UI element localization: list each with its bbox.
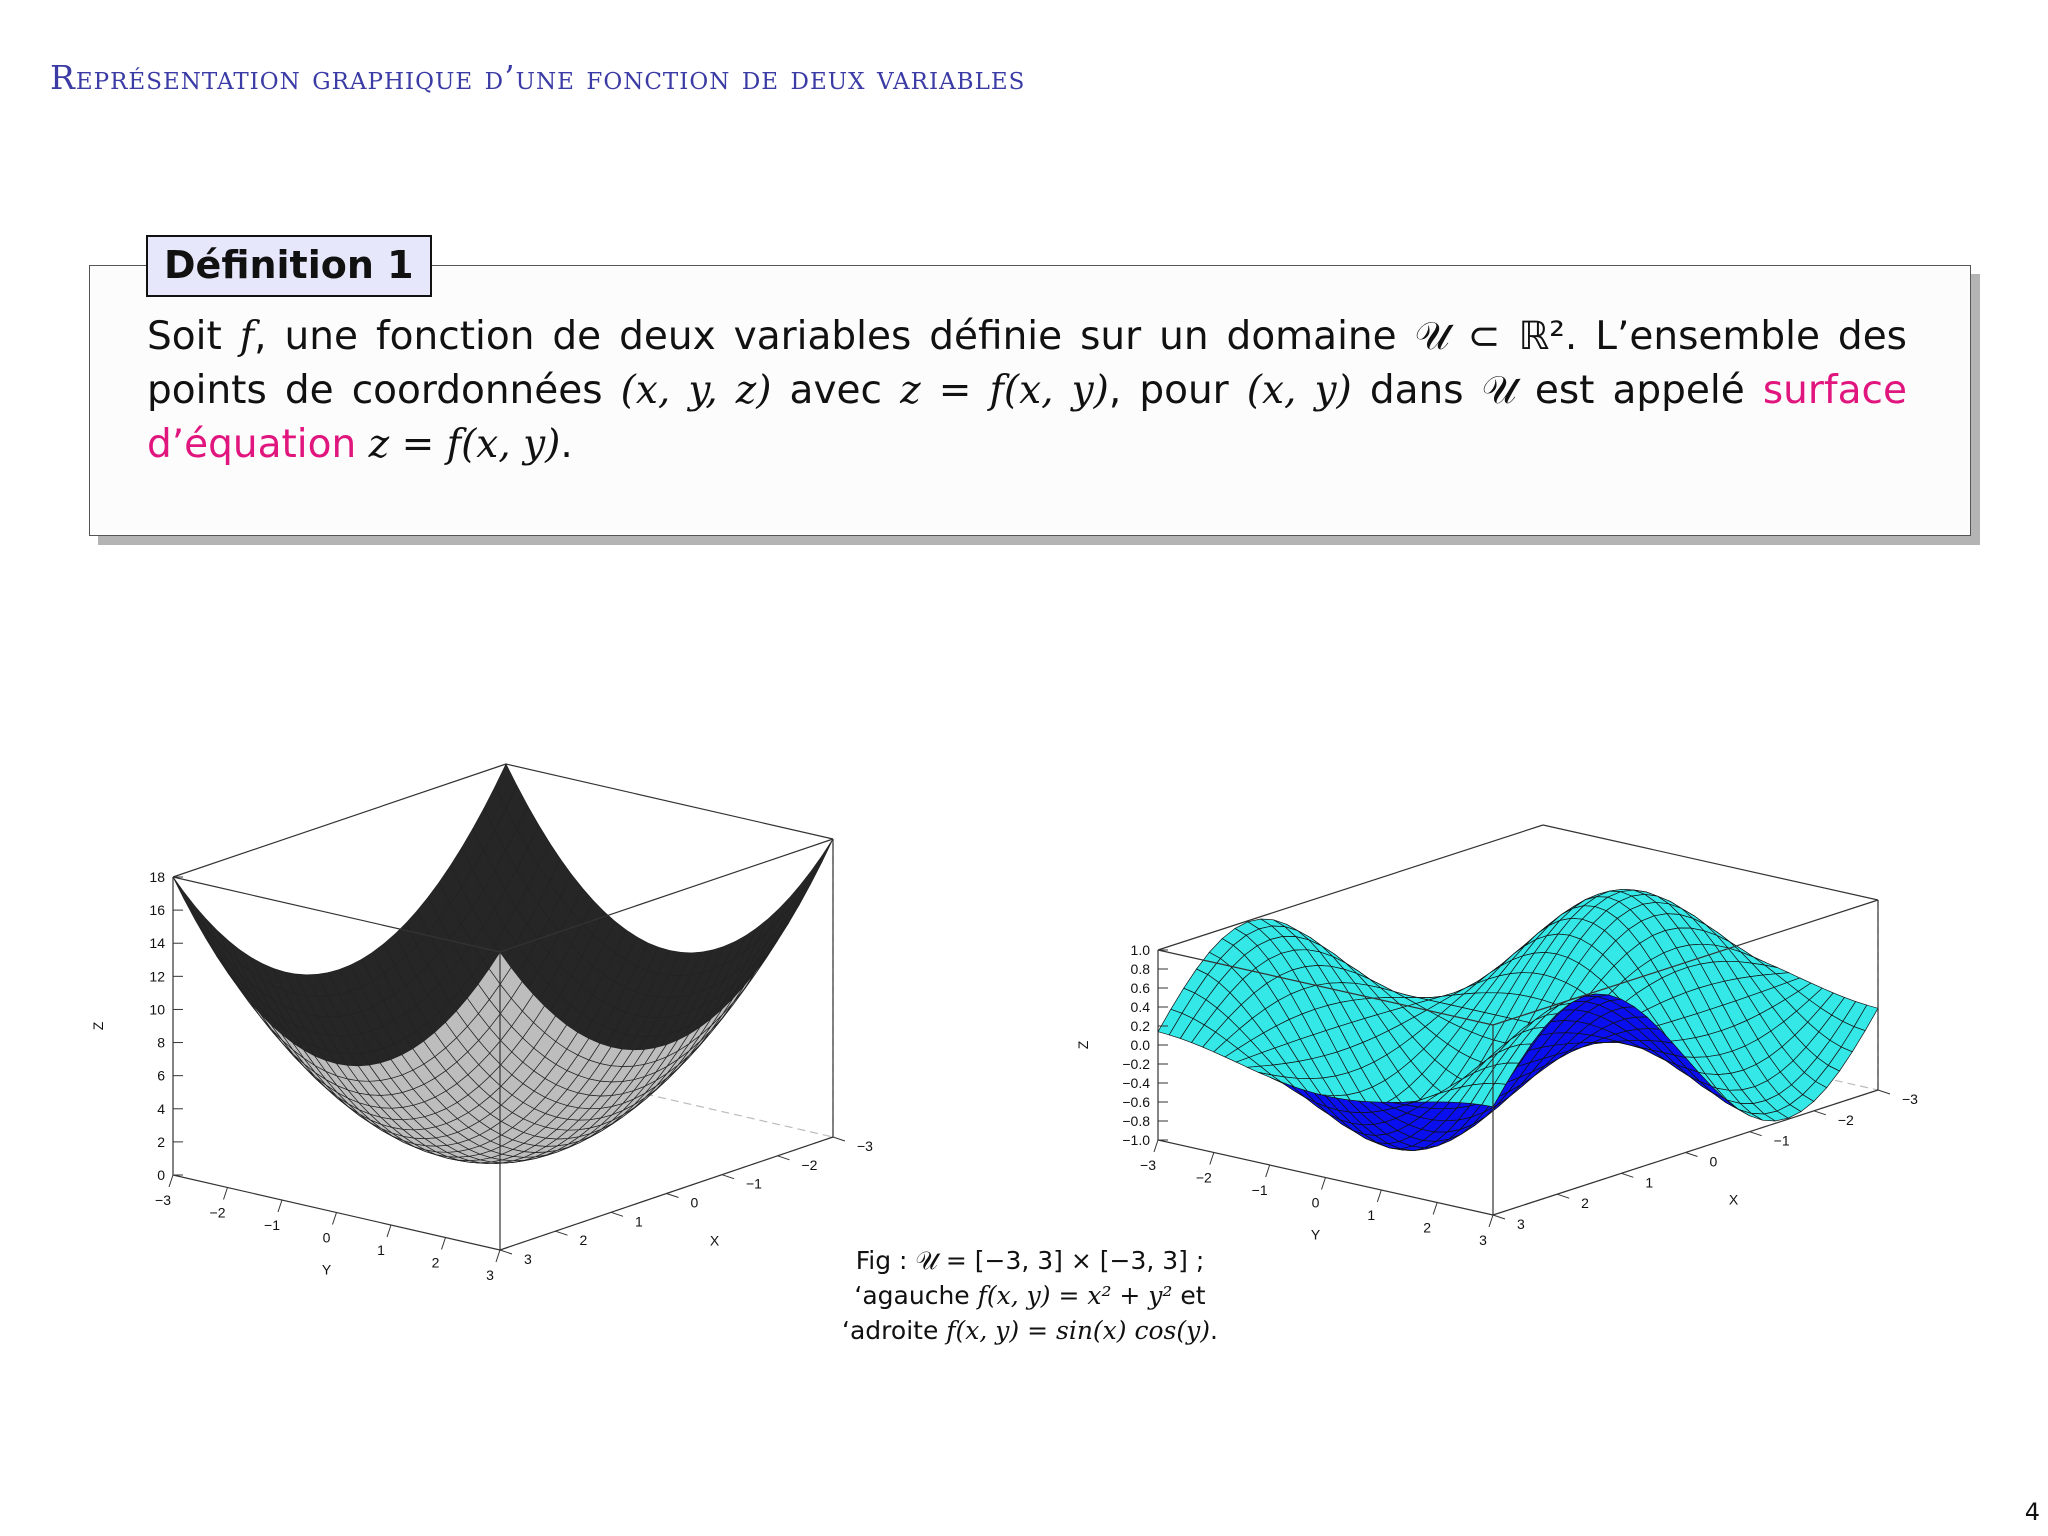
caption-line-3: ‘adroite f(x, y) = sin(x) cos(y).: [842, 1316, 1218, 1345]
z-tick-label: 0.6: [1130, 980, 1150, 996]
x-tick-label: 3: [1517, 1216, 1525, 1232]
y-tick-mark: [1489, 1215, 1493, 1227]
y-tick-label: 3: [486, 1267, 494, 1283]
cube-top-edge: [506, 764, 833, 839]
y-tick-mark: [1377, 1190, 1381, 1202]
z-tick-label: 1.0: [1130, 942, 1150, 958]
x-tick-label: 1: [635, 1213, 643, 1230]
x-tick-label: −3: [857, 1138, 873, 1154]
x-tick-label: −3: [1902, 1091, 1918, 1107]
y-tick-mark: [169, 1175, 173, 1187]
z-tick-label: −1.0: [1122, 1132, 1150, 1148]
surface-mesh: [1158, 889, 1878, 1150]
y-tick-label: −3: [1140, 1157, 1156, 1173]
z-tick-label: −0.8: [1122, 1113, 1150, 1129]
figure-caption: [800, 1243, 1260, 1348]
caption-line-2: ‘agauche f(x, y) = x² + y² et: [854, 1281, 1206, 1310]
x-axis-label: X: [709, 1232, 720, 1249]
x-tick-label: −2: [1837, 1111, 1854, 1128]
surface-patch: [184, 892, 206, 928]
z-tick-label: 6: [157, 1067, 165, 1084]
y-tick-mark: [442, 1238, 446, 1250]
z-tick-label: −0.6: [1122, 1094, 1150, 1110]
y-tick-mark: [387, 1225, 391, 1237]
cube-top-edge: [1158, 825, 1543, 950]
z-axis-label: Z: [1075, 1040, 1091, 1050]
y-tick-mark: [1322, 1178, 1326, 1190]
page-number: 4: [2024, 1498, 2040, 1526]
x-tick-label: 3: [524, 1251, 532, 1267]
z-tick-label: 0: [157, 1167, 165, 1183]
z-tick-label: 0.0: [1130, 1037, 1150, 1053]
x-tick-mark: [500, 1250, 512, 1254]
definition-tag: Définition 1: [146, 235, 432, 297]
y-axis-label: Y: [321, 1261, 332, 1278]
surface-patch: [173, 877, 195, 914]
sincos-surface-plot: [1040, 720, 1918, 1280]
x-tick-label: 2: [1581, 1195, 1589, 1212]
surface-mesh: [173, 764, 833, 1164]
x-tick-label: −1: [1773, 1132, 1790, 1149]
x-tick-label: 0: [1709, 1153, 1718, 1170]
z-tick-label: 8: [157, 1034, 165, 1051]
y-tick-label: −1: [264, 1217, 280, 1233]
z-tick-label: 0.4: [1130, 999, 1150, 1015]
x-tick-label: 2: [579, 1232, 588, 1249]
y-axis-label: Y: [1310, 1226, 1321, 1243]
x-tick-mark: [1686, 1153, 1698, 1157]
z-tick-label: 10: [149, 1001, 165, 1018]
z-axis-label: Z: [90, 1021, 106, 1031]
y-tick-mark: [1154, 1140, 1158, 1152]
y-tick-label: 2: [1423, 1219, 1432, 1236]
y-tick-label: −2: [1195, 1169, 1212, 1186]
x-tick-label: 1: [1645, 1174, 1654, 1191]
y-tick-label: 2: [431, 1254, 440, 1271]
x-tick-mark: [1557, 1194, 1569, 1198]
x-axis-label: X: [1728, 1191, 1739, 1208]
definition-text: Soit f, une fonction de deux variables définie sur un domaine 𝒰 ⊂ ℝ². L’ensemble des points de coordonnées (x, y, z) avec z = f(x, y), pour (x, y) dans 𝒰 est appelé surface d’équation z = f(x, y).: [147, 314, 1908, 467]
surface-patch: [800, 856, 822, 894]
x-tick-mark: [667, 1194, 679, 1198]
x-tick-mark: [1814, 1111, 1826, 1115]
x-tick-mark: [1493, 1215, 1505, 1219]
x-tick-mark: [833, 1137, 845, 1141]
y-tick-label: 0: [1311, 1194, 1320, 1211]
x-tick-mark: [1878, 1090, 1890, 1094]
x-tick-mark: [556, 1231, 568, 1235]
y-tick-label: −1: [1251, 1182, 1268, 1198]
y-tick-mark: [1266, 1165, 1270, 1177]
y-tick-mark: [496, 1250, 500, 1262]
x-tick-mark: [611, 1212, 623, 1216]
y-tick-mark: [1433, 1203, 1437, 1215]
y-tick-label: 0: [322, 1229, 331, 1246]
y-tick-label: 1: [1367, 1207, 1376, 1223]
x-tick-mark: [1750, 1132, 1762, 1136]
frame-title: Représentation graphique d’une fonction de deux variables: [50, 58, 1026, 97]
y-tick-label: −3: [155, 1192, 171, 1208]
z-tick-label: 18: [149, 869, 165, 885]
cube-top-edge: [1543, 825, 1878, 900]
y-tick-label: 3: [1479, 1232, 1487, 1248]
y-tick-mark: [1210, 1153, 1214, 1165]
z-tick-label: −0.4: [1122, 1075, 1150, 1091]
z-tick-label: 0.2: [1130, 1018, 1150, 1034]
x-tick-mark: [722, 1175, 734, 1179]
x-tick-label: −2: [801, 1156, 818, 1173]
caption-line-1: Fig : 𝒰 = [−3, 3] × [−3, 3] ;: [855, 1246, 1205, 1275]
z-tick-label: 4: [157, 1100, 165, 1117]
x-tick-label: −1: [746, 1175, 762, 1192]
y-tick-mark: [278, 1200, 282, 1212]
z-tick-label: −0.2: [1122, 1056, 1150, 1072]
x-tick-mark: [778, 1156, 790, 1160]
z-tick-label: 2: [157, 1133, 165, 1150]
paraboloid-surface-plot: [90, 720, 950, 1283]
y-tick-mark: [224, 1188, 228, 1200]
x-tick-label: 0: [690, 1194, 699, 1211]
y-tick-label: 1: [377, 1242, 385, 1258]
highlighted-term: surface d’équation: [147, 368, 1907, 467]
z-tick-label: 0.8: [1130, 961, 1150, 977]
y-tick-label: −2: [209, 1204, 226, 1221]
z-tick-label: 14: [149, 935, 165, 952]
y-tick-mark: [333, 1213, 337, 1225]
x-tick-mark: [1621, 1173, 1633, 1177]
z-tick-label: 12: [149, 968, 165, 985]
z-tick-label: 16: [149, 902, 165, 919]
